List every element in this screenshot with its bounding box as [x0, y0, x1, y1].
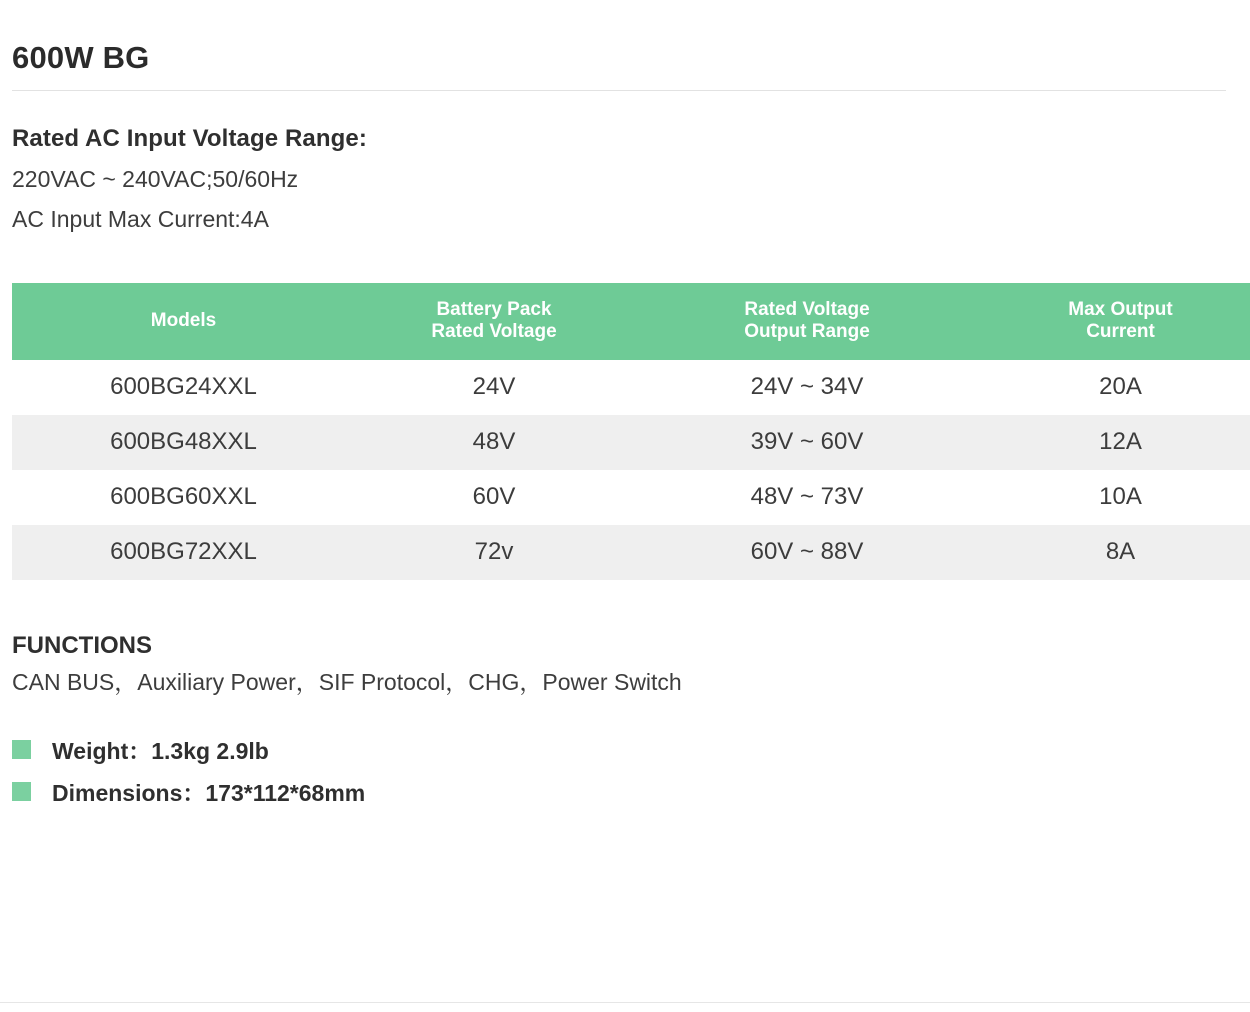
square-bullet-icon [12, 740, 31, 759]
cell-output-range: 48V ~ 73V [750, 483, 864, 511]
title-divider [12, 90, 1226, 91]
cell-max-current: 12A [981, 415, 1250, 470]
physical-specs-list [12, 733, 1238, 808]
column-header-line-1: Max Output [1068, 298, 1173, 320]
table-row [12, 470, 1250, 525]
cell-max-current: 20A [1099, 373, 1142, 401]
input-spec-block [12, 125, 1238, 240]
models-table [12, 283, 1250, 581]
cell-output-range: 24V ~ 34V [750, 373, 864, 401]
cell-model: 600BG48XXL [12, 415, 355, 470]
column-header-line-1: Battery Pack [436, 298, 552, 320]
table-row [12, 360, 1250, 415]
table-header-row [12, 283, 1250, 361]
cell-battery-voltage: 24V [472, 373, 516, 401]
input-spec-line-1: 220VAC ~ 240VAC;50/60Hz [12, 166, 299, 192]
page-bottom-divider [0, 1002, 1250, 1003]
weight-value: Weight：1.3kg 2.9lb [52, 738, 269, 765]
column-header-line-2: Current [1086, 320, 1155, 342]
column-header-line-1: Rated Voltage [744, 298, 870, 320]
cell-battery-voltage: 48V [355, 415, 633, 470]
list-item [12, 775, 1238, 808]
cell-model: 600BG60XXL [110, 483, 257, 511]
functions-list: CAN BUS，Auxiliary Power，SIF Protocol，CHG，Power Switch [12, 669, 682, 696]
column-header-models [12, 283, 355, 361]
cell-max-current: 10A [1099, 483, 1142, 511]
input-spec-line-2: AC Input Max Current:4A [12, 206, 269, 233]
functions-heading: FUNCTIONS [12, 632, 152, 660]
input-spec-heading: Rated AC Input Voltage Range: [12, 125, 367, 152]
functions-block [12, 632, 1238, 701]
cell-model: 600BG72XXL [12, 525, 355, 580]
cell-output-range: 60V ~ 88V [633, 525, 981, 580]
square-bullet-icon [12, 782, 31, 801]
table-body [12, 360, 1250, 580]
table-row [12, 415, 1250, 470]
column-header-max-output-current [981, 283, 1250, 361]
column-header-line-2: Output Range [744, 320, 870, 342]
cell-model: 600BG24XXL [110, 373, 257, 401]
table-row [12, 525, 1250, 580]
cell-battery-voltage: 72v [355, 525, 633, 580]
list-item [12, 733, 1238, 766]
cell-output-range: 39V ~ 60V [633, 415, 981, 470]
cell-max-current: 8A [981, 525, 1250, 580]
column-header-battery-pack-rated-voltage [355, 283, 633, 361]
column-header-rated-voltage-output-range [633, 283, 981, 361]
page-title: 600W BG [12, 40, 150, 75]
column-header-line-1: Models [150, 309, 217, 331]
column-header-line-2: Rated Voltage [431, 320, 557, 342]
table-header [12, 283, 1250, 361]
cell-battery-voltage: 60V [472, 483, 516, 511]
dimensions-value: Dimensions：173*112*68mm [52, 780, 366, 807]
